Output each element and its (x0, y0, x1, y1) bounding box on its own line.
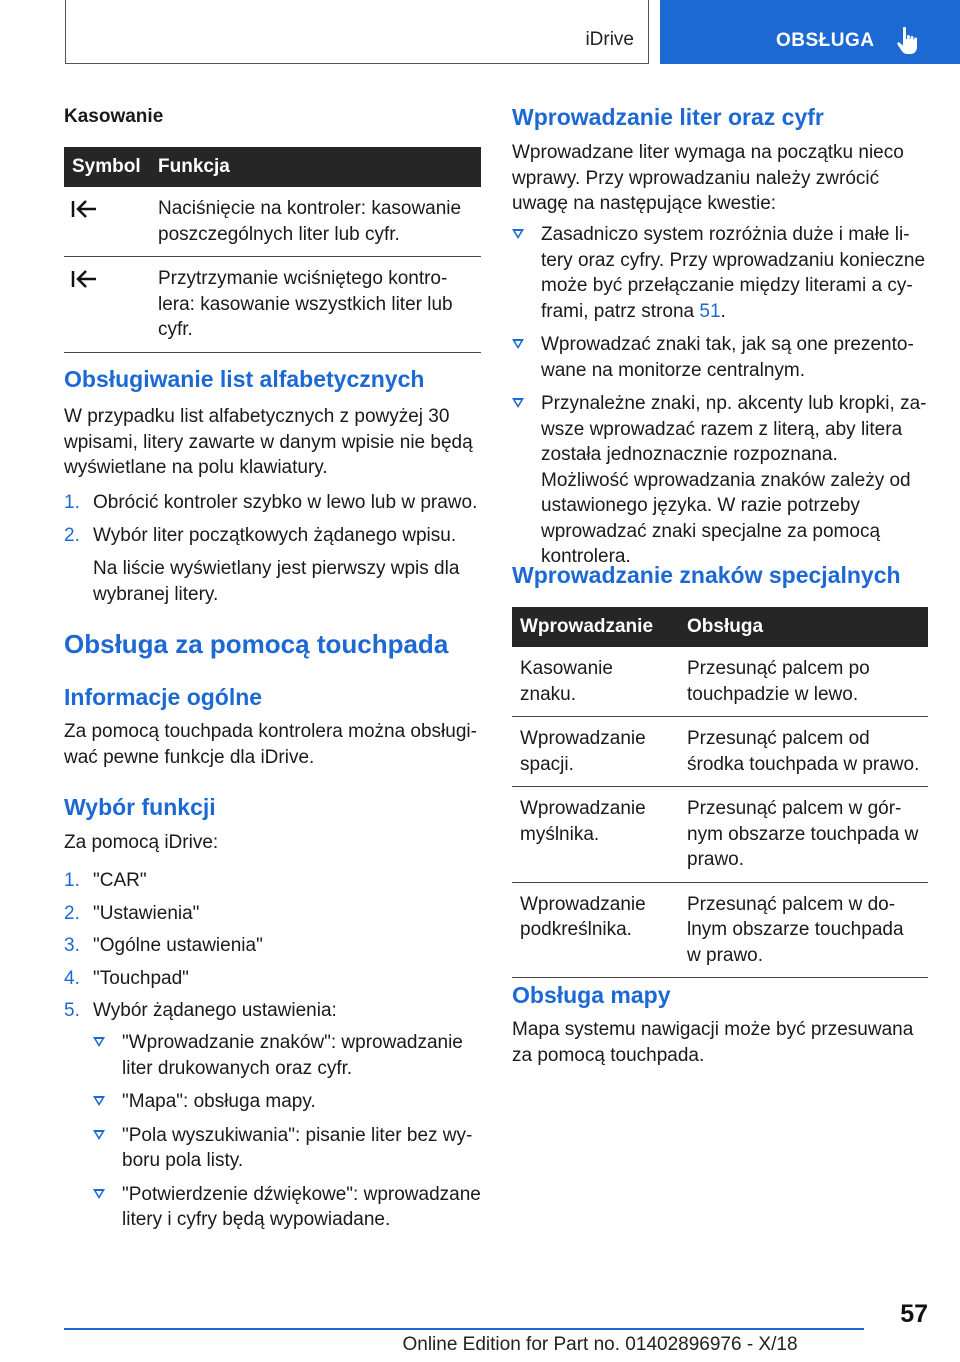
bullet-text: Zasadniczo system rozróżnia duże i małe litery oraz cyfry. Przy wprowadzaniu konieczne może być przełączanie między literami a cyframi, patrz strona (541, 224, 926, 322)
general-text: Za pomocą touchpada kontrolera można obsługiwać pewne funkcje dla iDrive. (64, 721, 477, 768)
table-cell: Przesunąć palcem od środka touchpada w prawo. (679, 717, 928, 787)
table-cell: Przesunąć palcem w dolnym obszarze touchpada w prawo. (679, 882, 928, 978)
table-header: Obsługa (679, 607, 928, 647)
list-item (64, 901, 481, 934)
table-cell: Wprowadzanie myślnika. (512, 787, 679, 883)
alpha-text: W przypadku list alfabetycznych z powyżej 30 wpisami, litery zawarte w danym wpisie nie będą wyświetlane na polu klawiatury. (64, 406, 473, 478)
step-text: Wybór żądanego ustawienia: (93, 1000, 337, 1021)
step-number: 1. (64, 492, 80, 513)
table-row (512, 647, 928, 717)
bullet-triangle-icon (93, 1130, 105, 1140)
bullet-triangle-icon (93, 1096, 105, 1106)
step-text: "Ogólne ustawienia" (93, 935, 263, 956)
list-item (64, 868, 481, 901)
list-item (64, 998, 481, 1031)
chapter-title: iDrive (585, 29, 634, 50)
table-header: Symbol (64, 147, 150, 187)
bullet-triangle-icon (93, 1037, 105, 1047)
list-item (512, 391, 928, 570)
step-number: 3. (64, 935, 80, 956)
table-cell: Wprowadzanie podkreślnika. (512, 882, 679, 978)
table-cell: Naciśnięcie na kontroler: kasowanie poszczególnych liter lub cyfr. (150, 187, 481, 257)
input-bullets (512, 222, 928, 570)
table-header: Wprowadzanie (512, 607, 679, 647)
step-number: 5. (64, 1000, 80, 1021)
header-chapter-box (65, 0, 649, 64)
select-steps (64, 868, 481, 1031)
table-cell: Przesunąć palcem po touchpadzie w lewo. (679, 647, 928, 717)
list-item (64, 490, 481, 523)
step-number: 1. (64, 870, 80, 891)
list-item (93, 1123, 481, 1174)
table-cell: Wprowadzanie spacji. (512, 717, 679, 787)
page-link[interactable]: 51 (699, 300, 721, 322)
bullet-triangle-icon (93, 1189, 105, 1199)
bullet-text: "Pola wyszukiwania": pisanie liter bez wyboru pola listy. (122, 1124, 473, 1171)
step-number: 2. (64, 525, 80, 546)
list-item (64, 966, 481, 999)
section-tab (660, 0, 960, 64)
bullet-text: "Wprowadzanie znaków": wprowadzanie liter drukowanych oraz cyfr. (122, 1032, 463, 1079)
special-heading: Wprowadzanie znaków specjalnych (512, 562, 901, 588)
alpha-heading: Obsługiwanie list alfabetycznych (64, 366, 425, 392)
map-heading: Obsługa mapy (512, 982, 671, 1008)
input-text: Wprowadzane liter wymaga na początku nieco wprawy. Przy wprowadzaniu należy zwrócić uwagę na następujące kwestie: (512, 142, 904, 214)
select-heading: Wybór funkcji (64, 794, 216, 820)
step-text: "Touchpad" (93, 967, 189, 989)
list-item (93, 1030, 481, 1081)
list-item (64, 933, 481, 966)
step-text: "Ustawienia" (93, 902, 200, 924)
kasowanie-heading: Kasowanie (64, 106, 164, 127)
table-cell: Przytrzymanie wciśniętego kontrolera: kasowanie wszystkich liter lub cyfr. (150, 257, 481, 353)
table-cell: Przesunąć palcem w górnym obszarze touchpada w prawo. (679, 787, 928, 883)
bullet-text: Wprowadzać znaki tak, jak są one prezentowane na monitorze centralnym. (541, 334, 914, 381)
table-row (512, 882, 928, 978)
bullet-text: Przynależne znaki, np. akcenty lub kropki, zawsze wprowadzać razem z literą, aby litera została jednoznacznie rozpoznana. Możliwość wprowadzania znaków zależy od ustawionego języka. W razie potrzeby wprowadzać znaki specjalne za pomocą kontrolera. (541, 393, 927, 567)
special-table (512, 607, 928, 978)
alpha-steps (64, 490, 481, 556)
page-number: 57 (900, 1300, 928, 1328)
table-row (64, 257, 481, 353)
step-number: 2. (64, 902, 80, 924)
section-tab-label: OBSŁUGA (776, 30, 875, 51)
bullet-text-end: . (720, 300, 726, 322)
bullet-text: "Potwierdzenie dźwiękowe": wprowadzane litery i cyfry będą wypowiadane. (122, 1183, 481, 1230)
table-header: Funkcja (150, 147, 481, 187)
pointing-hand-icon (895, 26, 921, 56)
step-text: Wybór liter początkowych żądanego wpisu. (93, 525, 457, 546)
alpha-note: Na liście wyświetlany jest pierwszy wpis dla wybranej litery. (93, 558, 460, 605)
footer-divider (64, 1328, 864, 1330)
general-heading: Informacje ogólne (64, 684, 263, 710)
step-text: Obrócić kontroler szybko w lewo lub w prawo. (93, 492, 478, 513)
table-cell: Kasowanie znaku. (512, 647, 679, 717)
list-item (512, 222, 928, 324)
delete-char-icon (70, 198, 100, 220)
table-row (512, 787, 928, 883)
symbol-table (64, 147, 481, 353)
table-row (512, 717, 928, 787)
bullet-text: "Mapa": obsługa mapy. (122, 1091, 316, 1112)
bullet-triangle-icon (512, 229, 524, 239)
table-row (64, 187, 481, 257)
footer-edition: Online Edition for Part no. 01402896976 - X/18 (402, 1334, 798, 1355)
bullet-triangle-icon (512, 398, 524, 408)
bullet-triangle-icon (512, 339, 524, 349)
list-item (93, 1089, 481, 1115)
delete-char-icon (70, 268, 100, 290)
touchpad-heading: Obsługa za pomocą touchpada (64, 629, 449, 659)
map-text: Mapa systemu nawigacji może być przesuwana za pomocą touchpada. (512, 1019, 914, 1066)
step-number: 4. (64, 967, 80, 989)
list-item (512, 332, 928, 383)
step-text: "CAR" (93, 870, 147, 891)
select-bullets (93, 1030, 481, 1233)
list-item (64, 523, 481, 556)
select-text: Za pomocą iDrive: (64, 832, 219, 853)
input-heading: Wprowadzanie liter oraz cyfr (512, 104, 824, 130)
list-item (93, 1182, 481, 1233)
